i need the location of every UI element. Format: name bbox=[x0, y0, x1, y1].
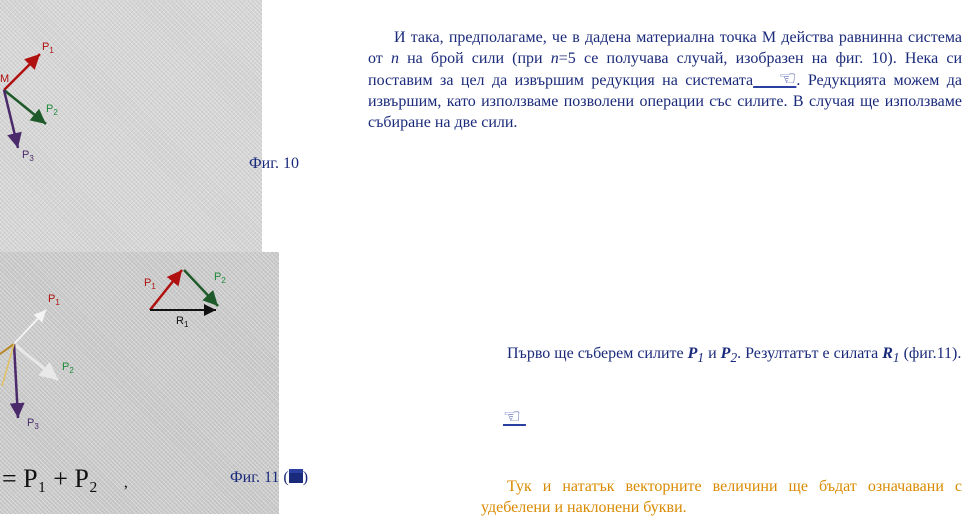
triangle-label-p1: $P_1$ bbox=[144, 277, 156, 291]
figure-10-diagram bbox=[0, 0, 262, 252]
para1-n1: n bbox=[390, 50, 399, 67]
para1-part-a: И така, предполагаме, че в дадена материална точка M действа равнинна система от bbox=[368, 29, 962, 67]
para1-part-d: . Редукцията можем да извършим, като използваме позволени операции със силите. В случая ще използваме събиране на две сили. bbox=[368, 72, 962, 131]
figure-11-caption bbox=[230, 469, 308, 487]
label-p3: $P_3$ bbox=[27, 417, 39, 431]
label-p1: $P_1$ bbox=[42, 41, 54, 55]
clapperboard-icon[interactable] bbox=[289, 469, 303, 483]
label-p3: $P_3$ bbox=[22, 149, 34, 163]
triangle-label-p2: $P_2$ bbox=[214, 271, 226, 285]
para2-part-b: . Резултатът е силата bbox=[737, 345, 883, 362]
pointing-hand-icon[interactable]: ☜ bbox=[503, 406, 526, 428]
formula-tail: , bbox=[123, 474, 128, 491]
figure-10-caption: Фиг. 10 bbox=[249, 155, 299, 172]
intro-paragraph bbox=[368, 27, 962, 133]
triangle-label-r1: $R_1$ bbox=[176, 315, 189, 329]
pointing-hand-icon[interactable]: ☜ bbox=[753, 68, 797, 90]
figure-11-caption-prefix: Фиг. 11 ( bbox=[230, 469, 289, 486]
triangle-p2-arrow bbox=[184, 270, 218, 306]
formula-text: = P₁ + P₂ bbox=[2, 464, 98, 493]
sum-paragraph bbox=[481, 343, 962, 368]
label-p1: $P_1$ bbox=[48, 293, 60, 307]
figure-10-panel bbox=[0, 0, 262, 252]
para2-part-c: (фиг.11). bbox=[899, 345, 962, 362]
para1-part-c: =5 се получава случай, изобразен на фиг. 10). Нека си поставим за цел да извършим редукция на системата bbox=[368, 50, 963, 89]
para2-r1-sub: 1 bbox=[892, 350, 900, 366]
para1-part-b: на брой сили (при bbox=[398, 50, 551, 67]
force-p3-arrow bbox=[14, 344, 18, 418]
label-p2: $P_2$ bbox=[62, 361, 74, 375]
label-p2: $P_2$ bbox=[46, 103, 58, 117]
para2-r1: R bbox=[882, 345, 893, 362]
force-p1-arrow bbox=[14, 310, 46, 344]
para2-part-a: Първо ще съберем силите bbox=[507, 345, 688, 362]
para2-p1: P bbox=[687, 345, 698, 362]
para2-p2: P bbox=[720, 345, 731, 362]
para1-n2: n bbox=[550, 50, 559, 67]
para2-and: и bbox=[704, 345, 721, 362]
sum-formula bbox=[2, 464, 128, 494]
notation-note: Тук и нататък векторните величини ще бъдат означавани с удебелени и наклонени букви. bbox=[481, 478, 962, 516]
para2-p2-sub: 2 bbox=[730, 350, 738, 366]
label-m: M bbox=[0, 73, 10, 85]
force-p1-arrow bbox=[4, 54, 40, 90]
figure-11-caption-suffix: ) bbox=[302, 469, 309, 486]
para2-p1-sub: 1 bbox=[697, 350, 705, 366]
force-p2-arrow bbox=[14, 344, 58, 380]
